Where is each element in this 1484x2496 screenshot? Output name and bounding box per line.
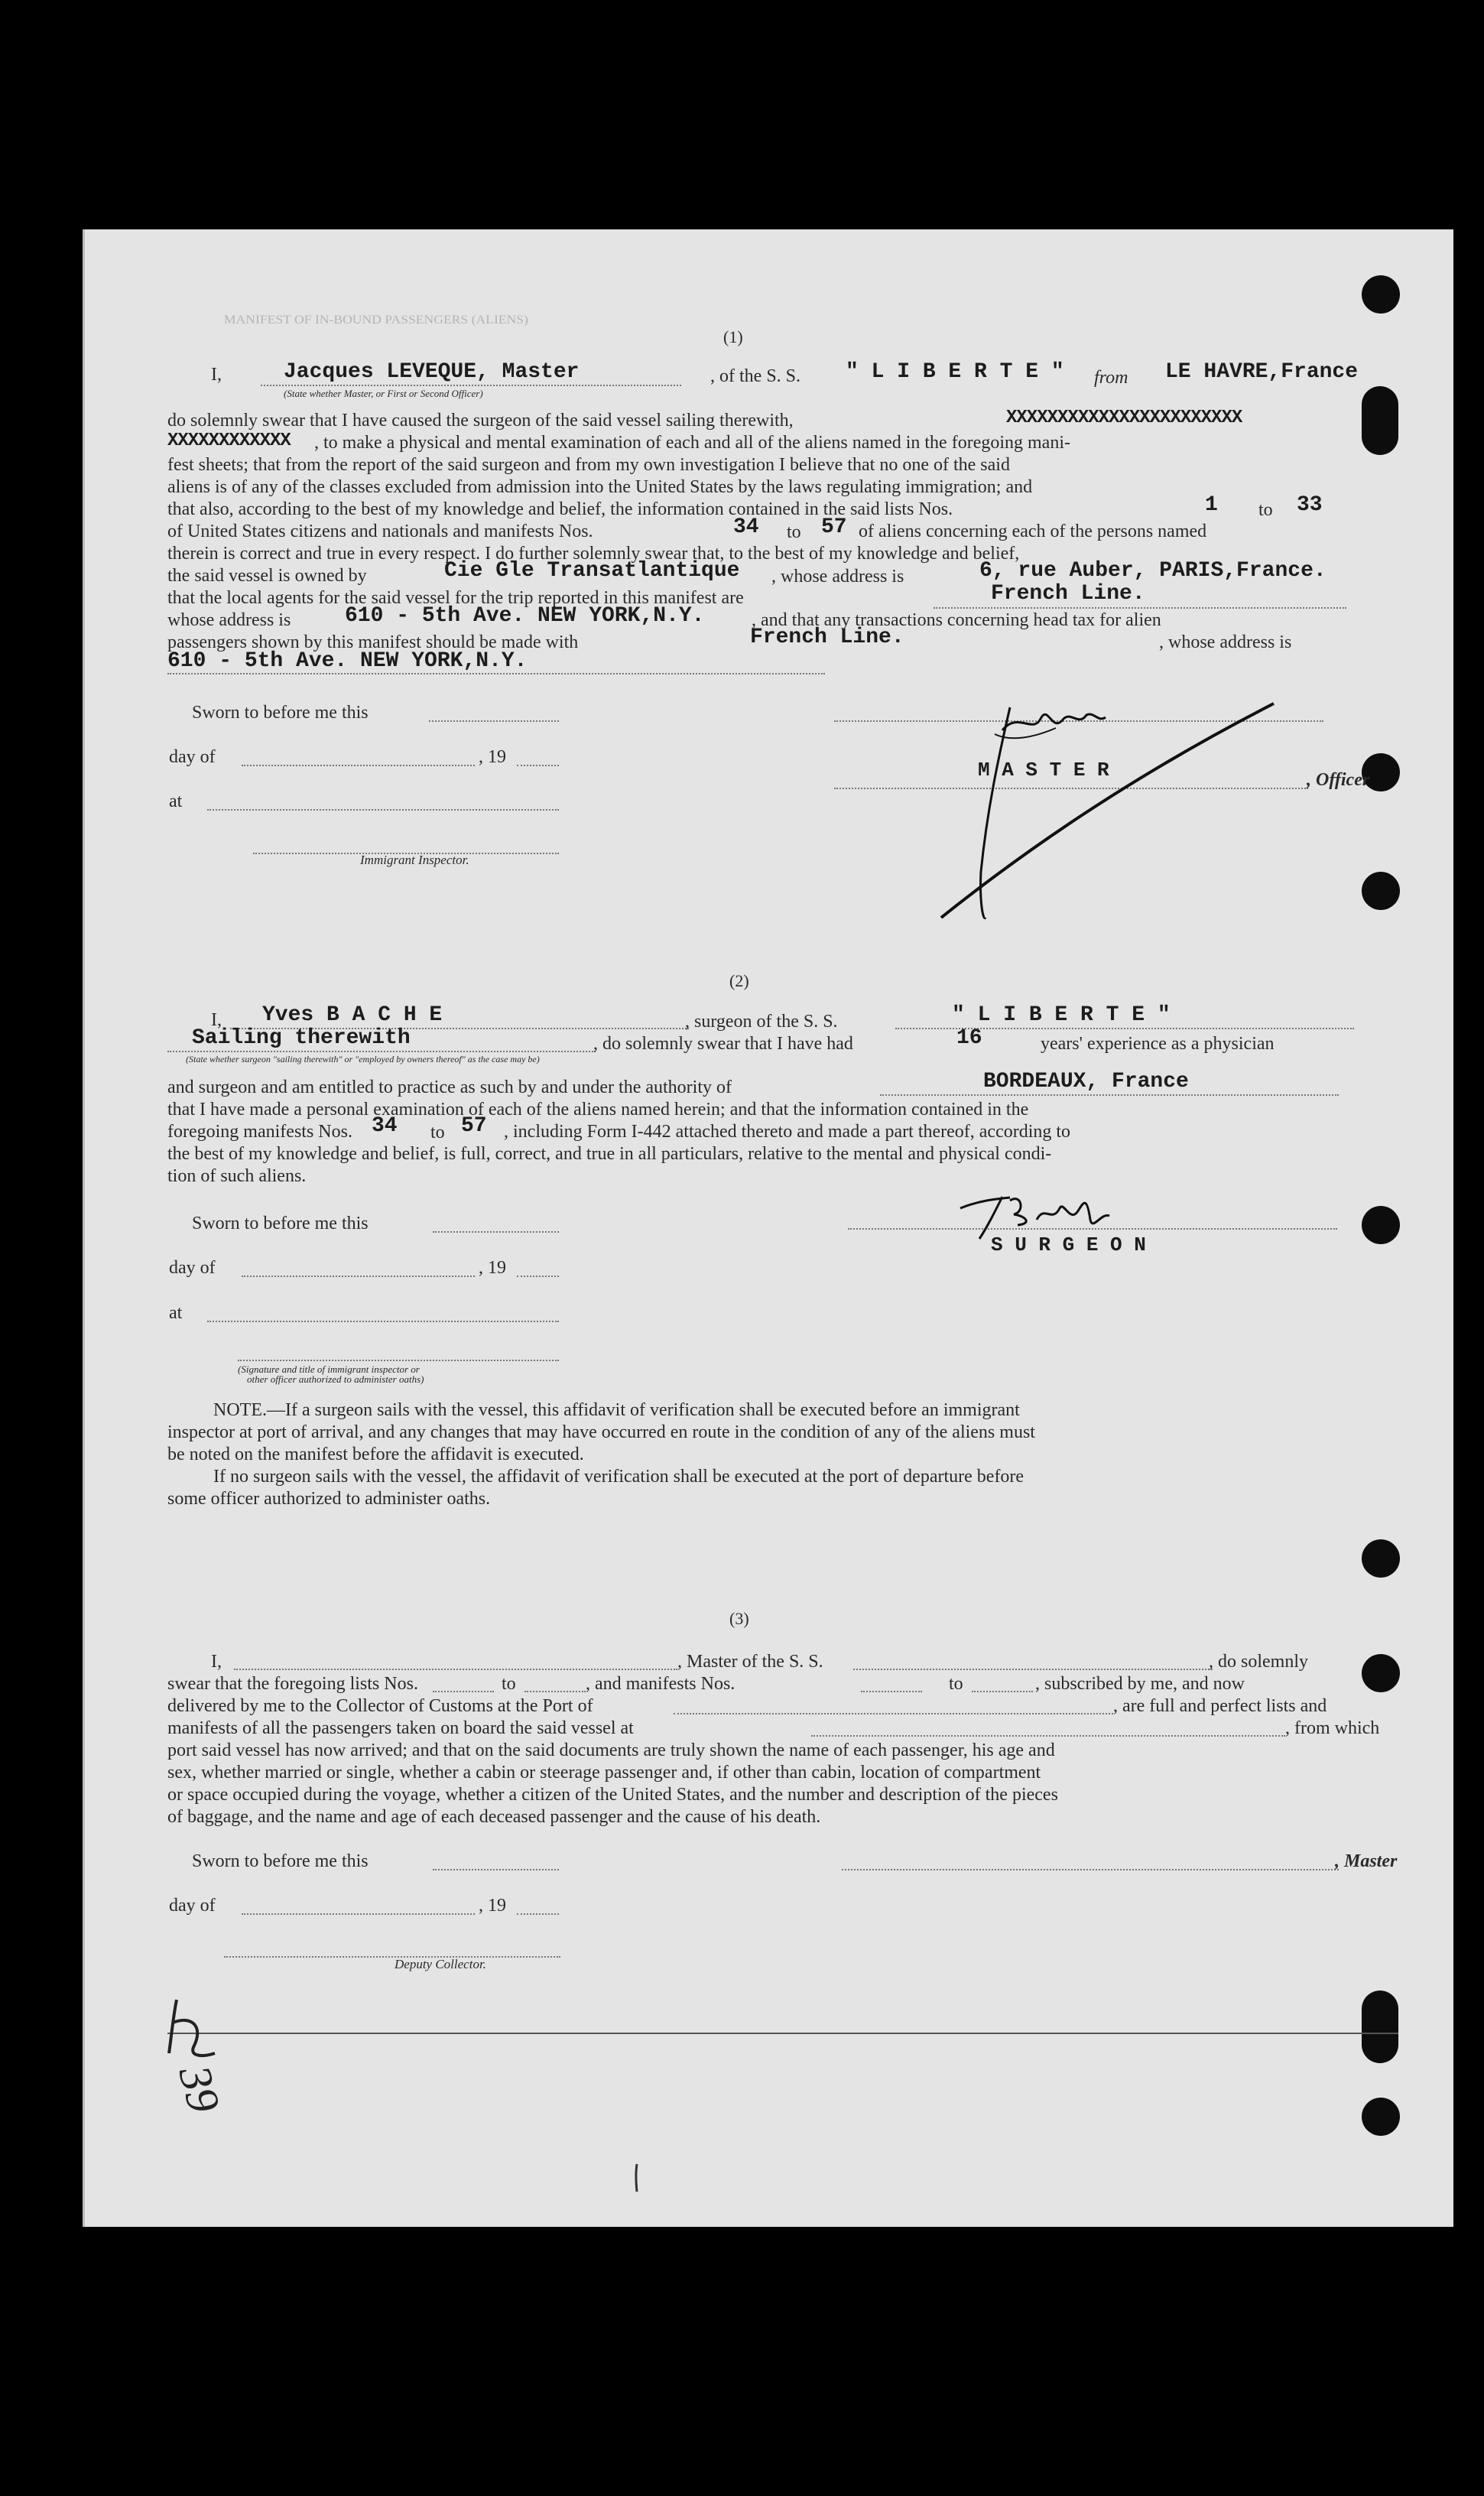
section-3-line-1-c: , do solemnly [1209,1652,1308,1672]
section-1-line-1: do solemnly swear that I have caused the surgeon of the said vessel sailing therewith, [167,411,794,431]
section-1-line-7: therein is correct and true in every respect. I do further solemnly swear that, to the best of my knowledge and belief, [167,544,1020,564]
signature-caption-1: (Signature and title of immigrant inspector or [238,1363,420,1375]
punch-hole [1362,1206,1400,1244]
section-3-line-1-blank-b [853,1669,1213,1670]
section-3-line-1-b: , Master of the S. S. [677,1652,823,1672]
sailing-line [167,1051,596,1052]
authority-label: and surgeon and am entitled to practice as such by and under the authority of [167,1077,732,1097]
stray-mark [629,2163,645,2193]
section-3-line-4-blank [811,1735,1285,1737]
head-tax-tail: , whose address is [1159,632,1292,652]
foregoing-label: foregoing manifests Nos. [167,1122,352,1142]
day-line-2 [242,1276,475,1277]
punch-hole [1362,2098,1400,2136]
note-line-3: be noted on the manifest before the affidavit is executed. [167,1445,584,1464]
swear-label: , do solemnly swear that I have had [593,1034,853,1054]
punch-hole [1362,872,1400,910]
note-line-4: If no surgeon sails with the vessel, the affidavit of verification shall be executed at the port of departure before [213,1467,1025,1487]
sworn-label-2: Sworn to before me this [192,1214,369,1233]
signature-line-2 [238,1360,559,1361]
agent-address: 610 - 5th Ave. NEW YORK,N.Y. [345,604,705,628]
section-3-line-3-a: delivered by me to the Collector of Customs at the Port of [167,1696,593,1716]
head-tax-agent: French Line. [750,626,904,649]
day-of-label-1: day of [169,747,216,767]
agents-line [934,607,1346,609]
note-line-1: NOTE.—If a surgeon sails with the vessel, this affidavit of verification shall be executed before an immigrant [213,1400,1020,1420]
manifests-to-label-2: to [430,1123,445,1142]
day-of-label-3: day of [169,1896,216,1916]
section-3-line-8: of baggage, and the name and age of each deceased passenger and the cause of his death. [167,1807,821,1827]
authority: BORDEAUX, France [983,1070,1189,1094]
year-label-2: , 19 [479,1258,506,1278]
sworn-label-3: Sworn to before me this [192,1851,369,1871]
section-3-line-2-blank-c [861,1691,922,1692]
day-line-3 [242,1913,475,1915]
at-label-2: at [169,1303,183,1323]
owner-address-label: , whose address is [771,567,904,587]
inspector-caption-1: Immigrant Inspector. [360,853,469,867]
surgeon-name: Yves B A C H E [262,1003,443,1027]
master-line-3 [842,1869,1339,1870]
note-line-2: inspector at port of arrival, and any changes that may have occurred en route in the condition of any of the aliens must [167,1422,1035,1442]
sworn-line-1 [429,720,559,722]
year-label-1: , 19 [479,747,506,767]
sworn-line-3 [433,1869,559,1870]
section-3-line-4-a: manifests of all the passengers taken on board the said vessel at [167,1718,634,1738]
manifests-to-2: 57 [461,1114,487,1138]
document-page [83,229,1453,2227]
foregoing-tail: , including Form I-442 attached thereto and made a part thereof, according to [504,1122,1071,1142]
sailing-therewith: Sailing therewith [192,1026,411,1050]
section-1-i-label: I, [211,365,222,385]
master-label-3: , Master [1335,1851,1398,1871]
punch-hole [1362,275,1400,314]
head-tax-address: 610 - 5th Ave. NEW YORK,N.Y. [167,649,528,673]
year-line-1 [517,765,559,766]
section-2-number: (2) [729,971,749,990]
years: 16 [956,1026,982,1050]
collector-line [224,1956,560,1958]
owner: Cie Gle Transatlantique [444,559,740,583]
section-3-line-5: port said vessel has now arrived; and that on the said documents are truly shown the name of each passenger, his age and [167,1740,1055,1760]
at-label-1: at [169,791,183,811]
signature-caption-2: other officer authorized to administer oaths) [247,1373,424,1385]
surgeon-title: S U R G E O N [991,1233,1146,1256]
owner-address: 6, rue Auber, PARIS,France. [979,559,1327,583]
crossed-text-1: XXXXXXXXXXXXXXXXXXXXXXX [1006,408,1242,428]
section-3-line-2-c: , and manifests Nos. [586,1674,736,1694]
belief-line: the best of my knowledge and belief, is full, correct, and true in all particulars, relative to the mental and physical condi- [167,1144,1052,1164]
at-line-1 [207,809,559,811]
exam-line: that I have made a personal examination of each of the aliens named herein; and that the information contained in the [167,1100,1029,1120]
year-line-3 [517,1913,559,1915]
section-1-line-10: whose address is [167,610,291,630]
section-1-line-9: that the local agents for the said vessel for the trip reported in this manifest are [167,588,744,608]
crossed-text-2: XXXXXXXXXXXX [167,431,291,451]
surgeon-of-label: , surgeon of the S. S. [685,1012,838,1032]
manifests-from: 34 [733,515,759,539]
section-3-line-1-a: I, [211,1652,222,1672]
section-1-line-2: , to make a physical and mental examination of each and all of the aliens named in the foregoing mani- [314,433,1070,453]
agent-address-tail: , and that any transactions concerning head tax for alien [752,610,1161,630]
of-ss-label: , of the S. S. [710,366,801,386]
margin-handwriting [150,1992,234,2137]
section-3-line-2-d: to [949,1674,963,1694]
section-2-i-label: I, [211,1010,222,1030]
section-1-number: (1) [723,327,743,346]
section-3-line-6: sex, whether married or single, whether a cabin or steerage passenger and, if other than cabin, location of compartment [167,1763,1041,1783]
master-name-line [261,385,681,386]
day-of-label-2: day of [169,1258,216,1278]
section-3-line-2-e: , subscribed by me, and now [1035,1674,1245,1694]
year-label-3: , 19 [479,1896,506,1916]
collector-caption: Deputy Collector. [395,1957,486,1971]
sworn-label-1: Sworn to before me this [192,703,369,723]
sworn-line-2 [433,1231,559,1233]
section-3-line-4-b: , from which [1285,1718,1380,1738]
manifests-to: 57 [821,515,847,539]
lists-from: 1 [1205,493,1218,517]
ship-name-2: " L I B E R T E " [952,1003,1171,1027]
manifests-tail: of aliens concerning each of the persons named [859,522,1207,541]
master-name: Jacques LEVEQUE, Master [284,360,580,384]
section-3-line-2-b: to [502,1674,516,1694]
punch-hole [1362,1654,1400,1692]
at-line-2 [207,1321,559,1322]
punch-hole [1362,386,1398,455]
note-line-5: some officer authorized to administer oaths. [167,1489,491,1509]
faint-header: MANIFEST OF IN-BOUND PASSENGERS (ALIENS) [223,314,528,327]
head-tax-address-line [167,673,825,674]
punch-hole [1362,1991,1398,2063]
section-1-line-6: of United States citizens and nationals and manifests Nos. [167,522,593,541]
section-3-line-3-b: , are full and perfect lists and [1113,1696,1327,1716]
surgeon-signature [949,1178,1132,1246]
master-signature [926,658,1308,941]
section-1-line-8: the said vessel is owned by [167,566,367,586]
section-3-line-1-blank-a [234,1669,677,1670]
section-1-line-11: passengers shown by this manifest should be made with [167,632,579,652]
lists-to: 33 [1297,493,1323,517]
section-3-line-7: or space occupied during the voyage, whether a citizen of the United States, and the number and description of the pieces [167,1785,1058,1805]
section-1-line-3: fest sheets; that from the report of the said surgeon and from my own investigation I believe that no one of the said [167,455,1010,475]
agents: French Line. [991,582,1145,606]
punch-hole [1362,1539,1400,1578]
lists-to-label: to [1258,500,1273,520]
section-3-line-3-blank [674,1713,1113,1714]
ship-name: " L I B E R T E " [846,360,1064,384]
sailing-caption: (State whether surgeon "sailing therewith" or "employed by owners thereof" as the case may be) [186,1054,540,1064]
margin-note: 39 [169,2060,230,2118]
manifests-from-2: 34 [372,1114,398,1138]
section-3-line-2-blank-b [524,1691,586,1692]
section-1-line-4: aliens is of any of the classes excluded from admission into the United States by the laws regulating immigration; and [167,477,1033,497]
from-label: from [1094,368,1128,388]
day-line-1 [242,765,475,766]
master-name-caption: (State whether Master, or First or Second Officer) [284,388,483,399]
master-title: M A S T E R [978,759,1109,782]
port-from: LE HAVRE,France [1165,360,1359,384]
such-aliens: tion of such aliens. [167,1166,307,1186]
authority-line [880,1094,1339,1096]
manifests-to-label: to [787,522,801,542]
section-3-line-2-a: swear that the foregoing lists Nos. [167,1674,418,1694]
officer-label: , Officer [1307,770,1370,790]
year-line-2 [517,1276,559,1277]
bottom-rule [167,2033,1398,2034]
section-1-line-5: that also, according to the best of my knowledge and belief, the information contained in the said lists Nos. [167,499,953,519]
section-3-line-2-blank-d [972,1691,1033,1692]
years-tail: years' experience as a physician [1041,1034,1275,1054]
section-3-line-2-blank-a [433,1691,494,1692]
section-3-number: (3) [729,1609,749,1628]
